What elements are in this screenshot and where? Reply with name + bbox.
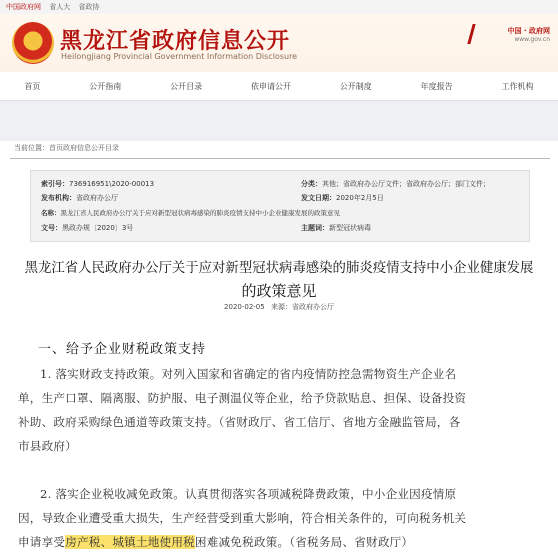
paragraph-2-line: 因，导致企业遭受重大损失，生产经营受到重大影响，符合相关条件的，可向税务机关: [18, 511, 467, 525]
nav-home[interactable]: 首页: [24, 81, 41, 91]
gov-cn-logo[interactable]: [470, 24, 550, 48]
gov-cn-mark-icon: [467, 24, 489, 44]
paragraph-2: [18, 482, 550, 554]
gov-cn-label: 中国 · 政府网: [507, 27, 550, 35]
document-source: 来源：省政府办公厅: [270, 303, 334, 311]
top-links-bar: [0, 0, 558, 14]
breadcrumb[interactable]: 当前位置：首页政府信息公开目录: [14, 144, 119, 152]
meta-docno: 文号：黑政办规〔2020〕3号: [41, 224, 134, 232]
document-title-line2: 的政策意见: [241, 282, 317, 300]
paragraph-1-line: 补助、政府采购绿色通道等政策支持。（省财政厅、省工信厅、省地方金融监管局，各: [18, 415, 461, 429]
nav-apply[interactable]: 依申请公开: [250, 81, 291, 91]
meta-category: 分类：其他；省政府办公厅文件；省政府办公厅；部门文件；: [301, 180, 490, 188]
document-title: [10, 258, 548, 302]
section-heading: 一、给予企业财税政策支持: [38, 342, 207, 357]
highlighted-text[interactable]: 房产税、城镇土地使用税: [65, 535, 195, 549]
banner-band: [0, 101, 558, 141]
nav-system[interactable]: 公开制度: [339, 81, 372, 91]
document-date: 2020-02-05: [224, 303, 265, 311]
main-nav: [0, 72, 558, 101]
site-subtitle: Heilongjiang Provincial Government Information Disclosure: [61, 52, 298, 61]
top-link-gov[interactable]: 中国政府网: [6, 3, 41, 11]
nav-catalog[interactable]: 公开目录: [170, 81, 203, 91]
document-title-line1: 黑龙江省人民政府办公厅关于应对新型冠状病毒感染的肺炎疫情支持中小企业健康发展: [24, 261, 534, 276]
nav-annual-report[interactable]: 年度报告: [420, 81, 453, 91]
paragraph-1-line: 单，生产口罩、隔离服、防护服、电子测温仪等企业，给予贷款贴息、担保、设备投资: [18, 391, 467, 405]
meta-date: 发文日期：2020年2月5日: [301, 194, 384, 202]
site-header: [0, 14, 558, 72]
meta-index: 索引号：736916951\2020-00013: [41, 180, 155, 188]
site-title: 黑龙江省政府信息公开: [60, 29, 291, 54]
gov-cn-url: www.gov.cn: [514, 36, 550, 43]
document-date-source: [0, 302, 558, 312]
divider: [10, 158, 550, 159]
paragraph-1: [18, 362, 550, 458]
national-emblem-icon: [12, 22, 54, 64]
paragraph-1-line: 市县政府）: [18, 439, 77, 453]
meta-name: 名称：黑龙江省人民政府办公厅关于应对新型冠状病毒感染的肺炎疫情支持中小企业健康发展的政策意见: [41, 209, 340, 217]
nav-agencies[interactable]: 工作机构: [501, 81, 534, 91]
document-meta-box: [30, 170, 530, 242]
paragraph-1-line: 1. 落实财政支持政策。对列入国家和省确定的省内疫情防控急需物资生产企业名: [40, 367, 457, 381]
paragraph-2-line: 2. 落实企业税收减免政策。认真贯彻落实各项减税降费政策，中小企业因疫情原: [40, 487, 457, 501]
paragraph-2-text: 困难减免税政策。（省税务局、省财政厅）: [194, 535, 414, 549]
nav-guide[interactable]: 公开指南: [89, 81, 122, 91]
top-link-cppcc[interactable]: 省政协: [78, 3, 100, 11]
top-link-npc[interactable]: 省人大: [49, 3, 71, 11]
meta-issuer: 发布机构：省政府办公厅: [41, 194, 118, 202]
paragraph-2-text: 申请享受: [18, 535, 66, 549]
paragraph-2-line: [18, 530, 550, 554]
meta-topic: 主题词：新型冠状病毒: [301, 224, 371, 232]
